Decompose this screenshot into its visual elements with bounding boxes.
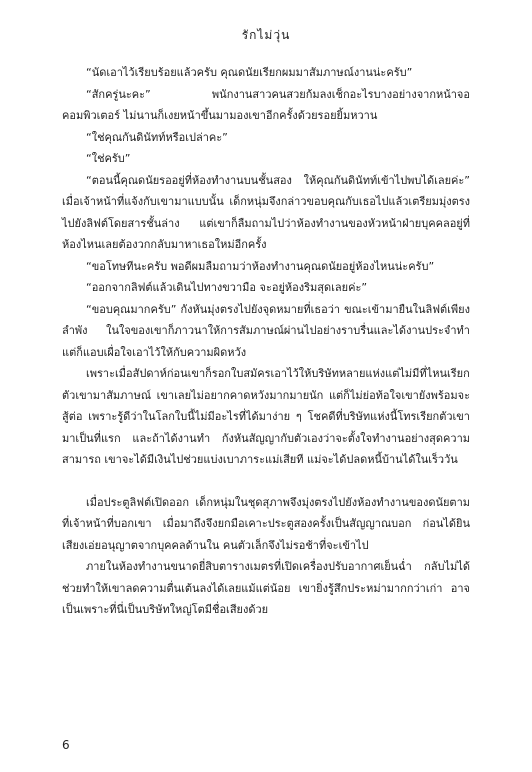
paragraph: “ออกจากลิฟต์แล้วเดินไปทางขวามือ จะอยู่ห้องริมสุดเลยค่ะ” (86, 281, 368, 294)
paragraph: “ใช่ครับ” (86, 152, 131, 165)
paragraph: “ใช่คุณกันดินัทท์หรือเปล่าคะ” (86, 130, 228, 144)
paragraph: “ขอโทษทีนะครับ พอดีผมลืมถามว่าห้องทำงานคุณดนัยอยู่ห้องไหนน่ะครับ” (86, 259, 435, 273)
paragraph: “ตอนนี้คุณดนัยรออยู่ที่ห้องทำงานบนชั้นสอง ให้คุณกันดินัทท์เข้าไปพบได้เลยค่ะ” เมื่อเจ้าหน้าที่แจ้งกับเขามาแบบนั้น เด็กหนุ่มจึงกล่าวขอบคุณกับเธอไปแล้วเตรียมมุ่งตรงไปยังลิฟต์โดยสารชั้นล่าง แต่เขาก็ลืมถามไปว่าห้องทำงานของหัวหน้าฝ่ายบุคคลอยู่ที่ห้องไหนเลยต้องวกกลับมาหาเธอใหม่อีกครั้ง (62, 173, 470, 251)
paragraph: ภายในห้องทำงานขนาดยี่สิบตารางเมตรที่เปิดเครื่องปรับอากาศเย็นฉ่ำ กลับไม่ได้ช่วยทำให้เขาลดความตื่นเต้นลงได้เลยแม้แต่น้อย เขายิ่งรู้สึกประหม่ามากกว่าเก่า อาจเป็นเพราะที่นี่เป็นบริษัทใหญ่โตมีชื่อเสียงด้วย (62, 560, 470, 616)
paragraph: “สักครู่นะคะ” พนักงานสาวคนสวยก้มลงเช็กอะไรบางอย่างจากหน้าจอคอมพิวเตอร์ ไม่นานก็เงยหน้าขึ้นมามองเขาอีกครั้งด้วยรอยยิ้มหวาน (62, 87, 470, 122)
page-number: 6 (62, 738, 70, 752)
section-break (62, 471, 470, 492)
paragraph: “นัดเอาไว้เรียบร้อยแล้วครับ คุณดนัยเรียกผมมาสัมภาษณ์งานน่ะครับ” (86, 66, 413, 79)
running-header: รักไม่วุ่น (241, 28, 291, 42)
paragraph: “ขอบคุณมากครับ” กังหันมุ่งตรงไปยังจุดหมายที่เธอว่า ขณะเข้ามายืนในลิฟต์เพียงลำพัง ในใจของเขาก็ภาวนาให้การสัมภาษณ์ผ่านไปอย่างราบรื่นและได้งานประจำทำ แต่ก็แอบเผื่อใจเอาไว้ให้กับความผิดหวัง (62, 302, 470, 359)
body-text (62, 62, 470, 621)
paragraph: เพราะเมื่อสัปดาห์ก่อนเขาก็รอกใบสมัครเอาไว้ให้บริษัทหลายแห่งแต่ไม่มีที่ไหนเรียกตัวเขามาสัมภาษณ์ เขาเลยไม่อยากคาดหวังมากมายนัก แต่ก็ไม่ย่อท้อใจเขายังพร้อมจะสู้ต่อ เพราะรู้ดีว่าในโลกใบนี้ไม่มีอะไรที่ได้มาง่าย ๆ โชคดีที่บริษัทแห่งนี้โทรเรียกตัวเขามาเป็นที่แรก และถ้าได้งานทำ กังหันสัญญากับตัวเองว่าจะตั้งใจทำงานอย่างสุดความสามารถ เขาจะได้มีเงินไปช่วยแบ่งเบาภาระแม่เสียที แม่จะได้ปลดหนี้บ้านได้ในเร็ววัน (62, 367, 470, 466)
paragraph: เมื่อประตูลิฟต์เปิดออก เด็กหนุ่มในชุดสุภาพจึงมุ่งตรงไปยังห้องทำงานของดนัยตามที่เจ้าหน้าที่บอกเขา เมื่อมาถึงจึงยกมือเคาะประตูสองครั้งเป็นสัญญาณบอก ก่อนได้ยินเสียงเอ่ยอนุญาตจากบุคคลด้านใน คนตัวเล็กจึงไม่รอช้าที่จะเข้าไป (62, 495, 470, 552)
